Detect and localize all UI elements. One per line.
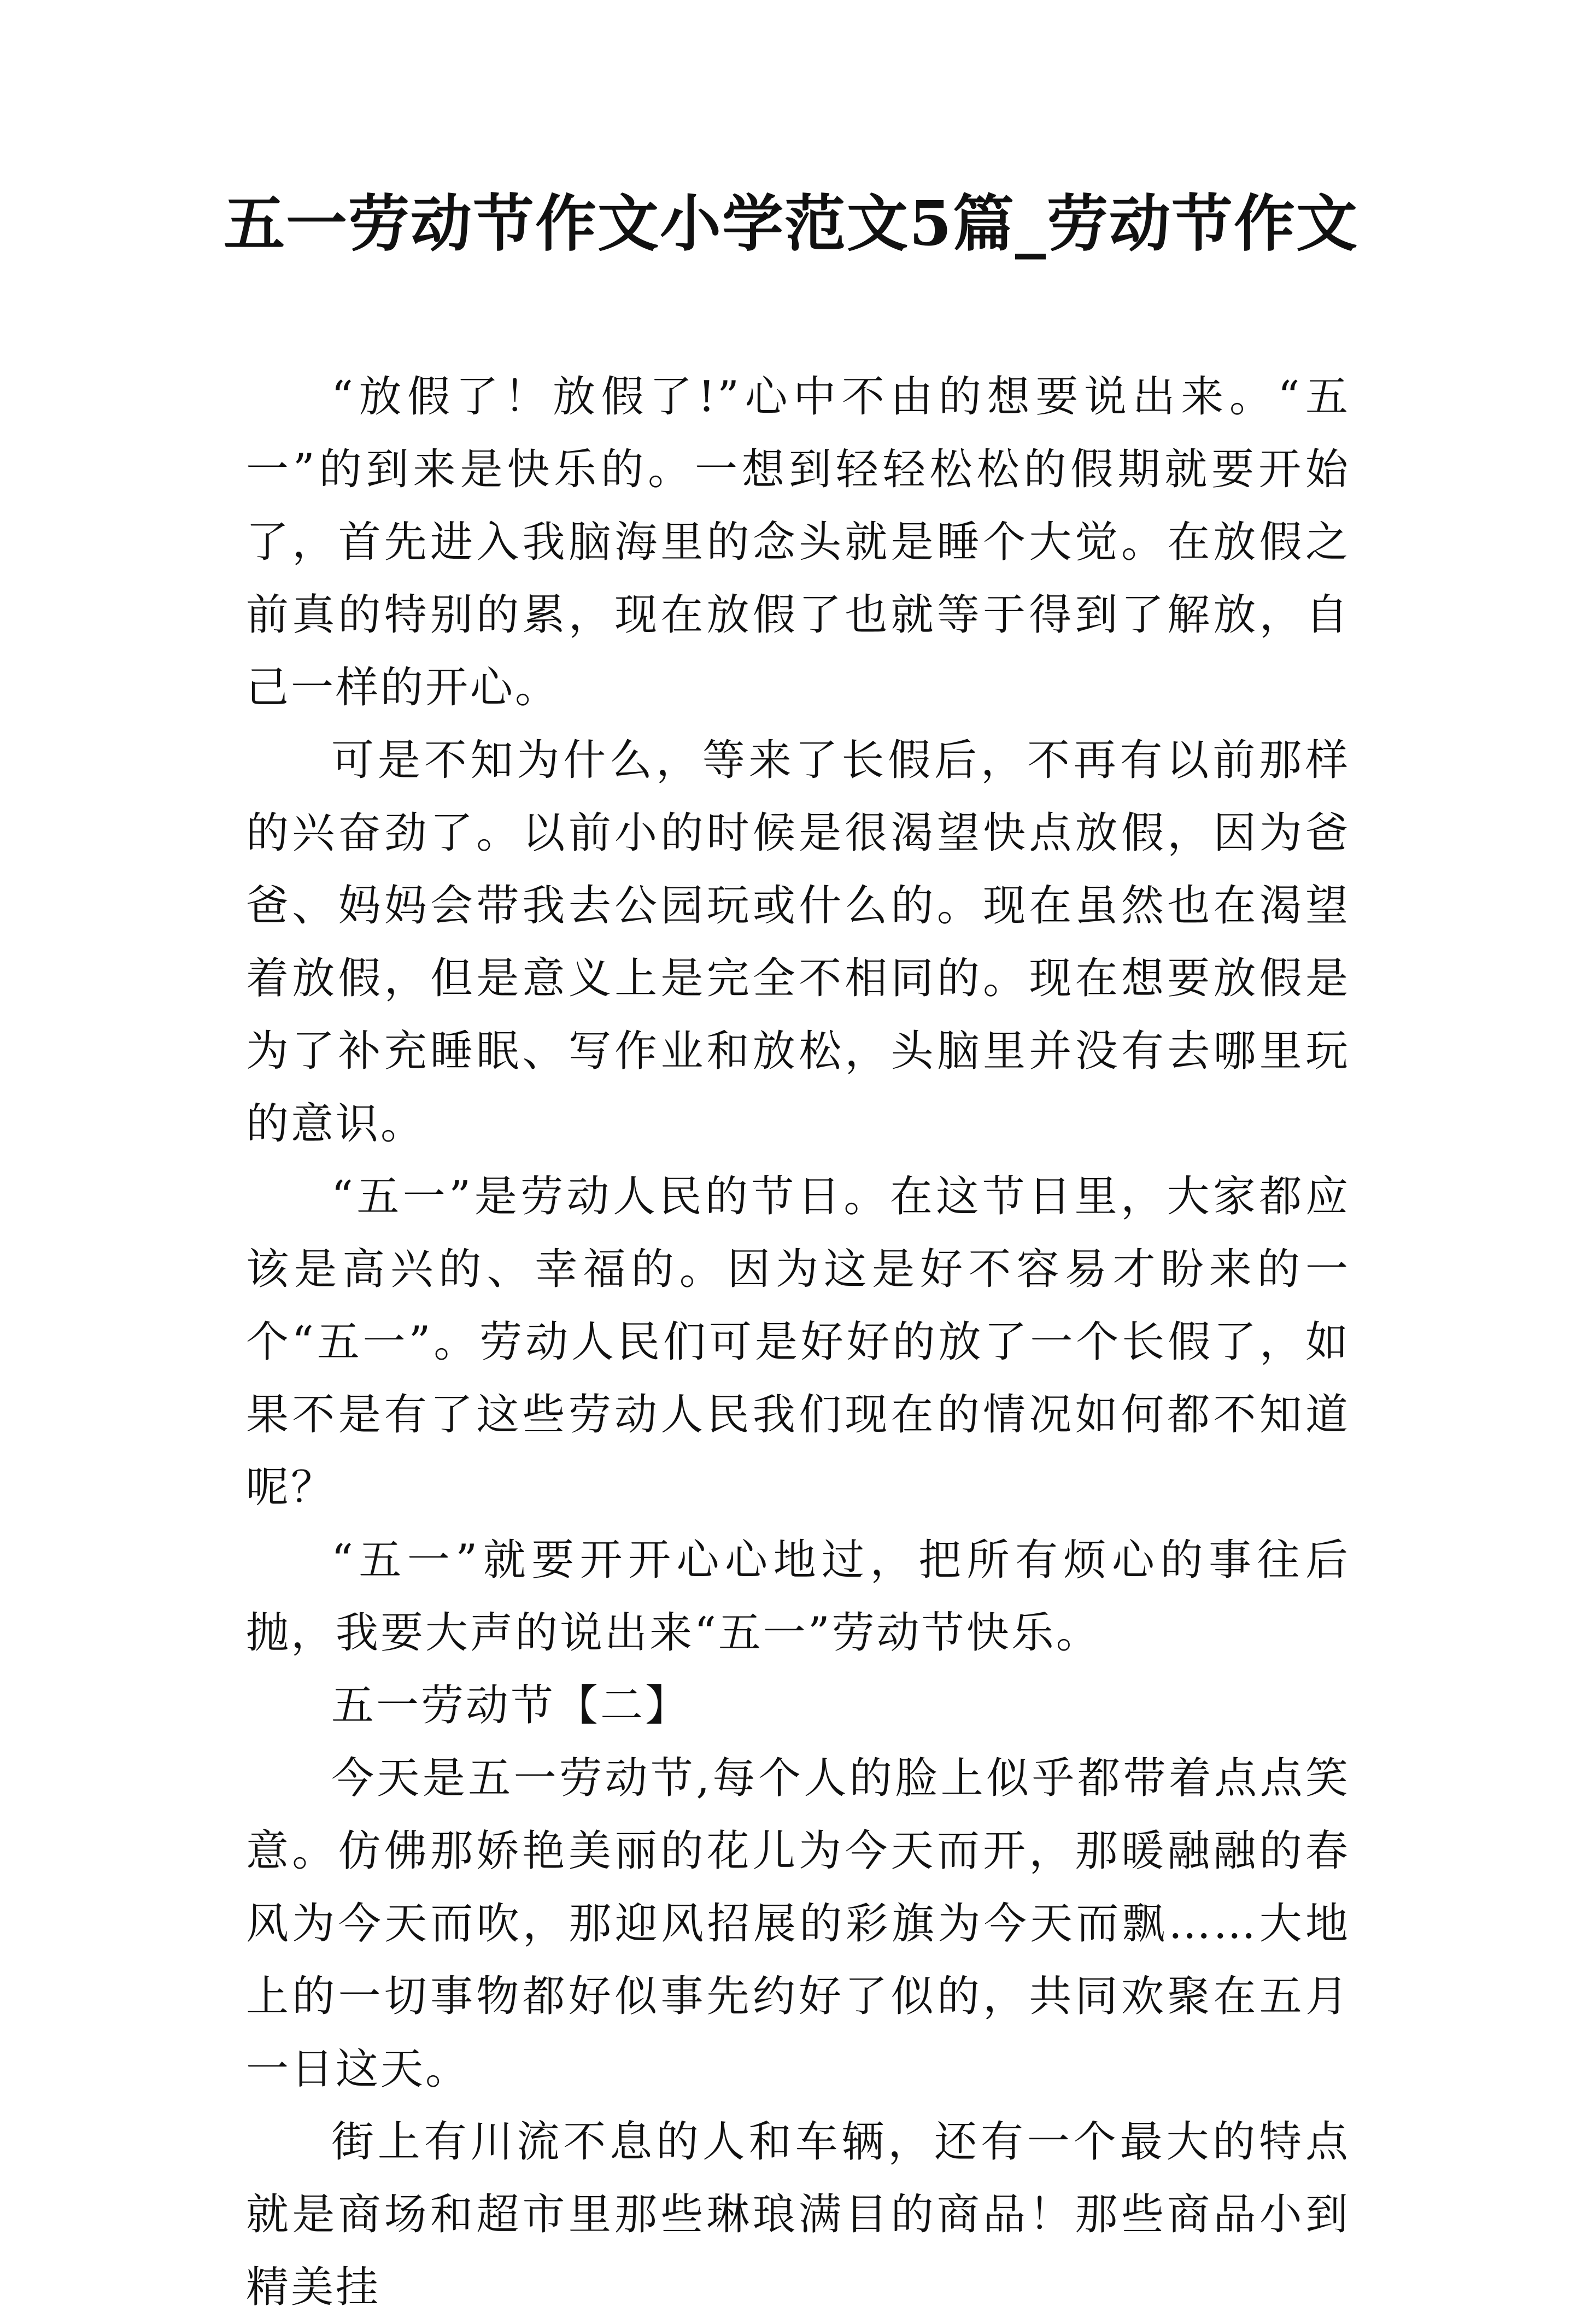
paragraph-4: “五一”就要开开心心地过，把所有烦心的事往后抛，我要大声的说出来“五一”劳动节快乐。 bbox=[246, 1536, 1350, 1658]
document-body bbox=[246, 361, 1350, 2324]
paragraph-2: 可是不知为什么，等来了长假后，不再有以前那样的兴奋劲了。以前小的时候是很渴望快点放假，因为爸爸、妈妈会带我去公园玩或什么的。现在虽然也在渴望着放假，但是意义上是完全不相同的。现在想要放假是为了补充睡眠、写作业和放松，头脑里并没有去哪里玩的意识。 bbox=[246, 736, 1350, 1149]
document-title: 五一劳动节作文小学范文5篇_劳动节作文 bbox=[224, 188, 1358, 260]
section-heading-2: 五一劳动节【二】 bbox=[331, 1681, 690, 1730]
paragraph-1: “放假了！放假了!”心中不由的想要说出来。“五一”的到来是快乐的。一想到轻轻松松的假期就要开始了，首先进入我脑海里的念头就是睡个大觉。在放假之前真的特别的累，现在放假了也就等于得到了解放，自己一样的开心。 bbox=[246, 372, 1350, 712]
paragraph-6: 街上有川流不息的人和车辆，还有一个最大的特点就是商场和超市里那些琳琅满目的商品！那些商品小到精美挂 bbox=[246, 2117, 1350, 2312]
paragraph-3: “五一”是劳动人民的节日。在这节日里，大家都应该是高兴的、幸福的。因为这是好不容易才盼来的一个“五一”。劳动人民们可是好好的放了一个长假了，如果不是有了这些劳动人民我们现在的情况如何都不知道呢？ bbox=[246, 1172, 1350, 1512]
paragraph-5: 今天是五一劳动节,每个人的脸上似乎都带着点点笑意。仿佛那娇艳美丽的花儿为今天而开，那暖融融的春风为今天而吹，那迎风招展的彩旗为今天而飘……大地上的一切事物都好似事先约好了似的，共同欢聚在五月一日这天。 bbox=[246, 1754, 1350, 2094]
